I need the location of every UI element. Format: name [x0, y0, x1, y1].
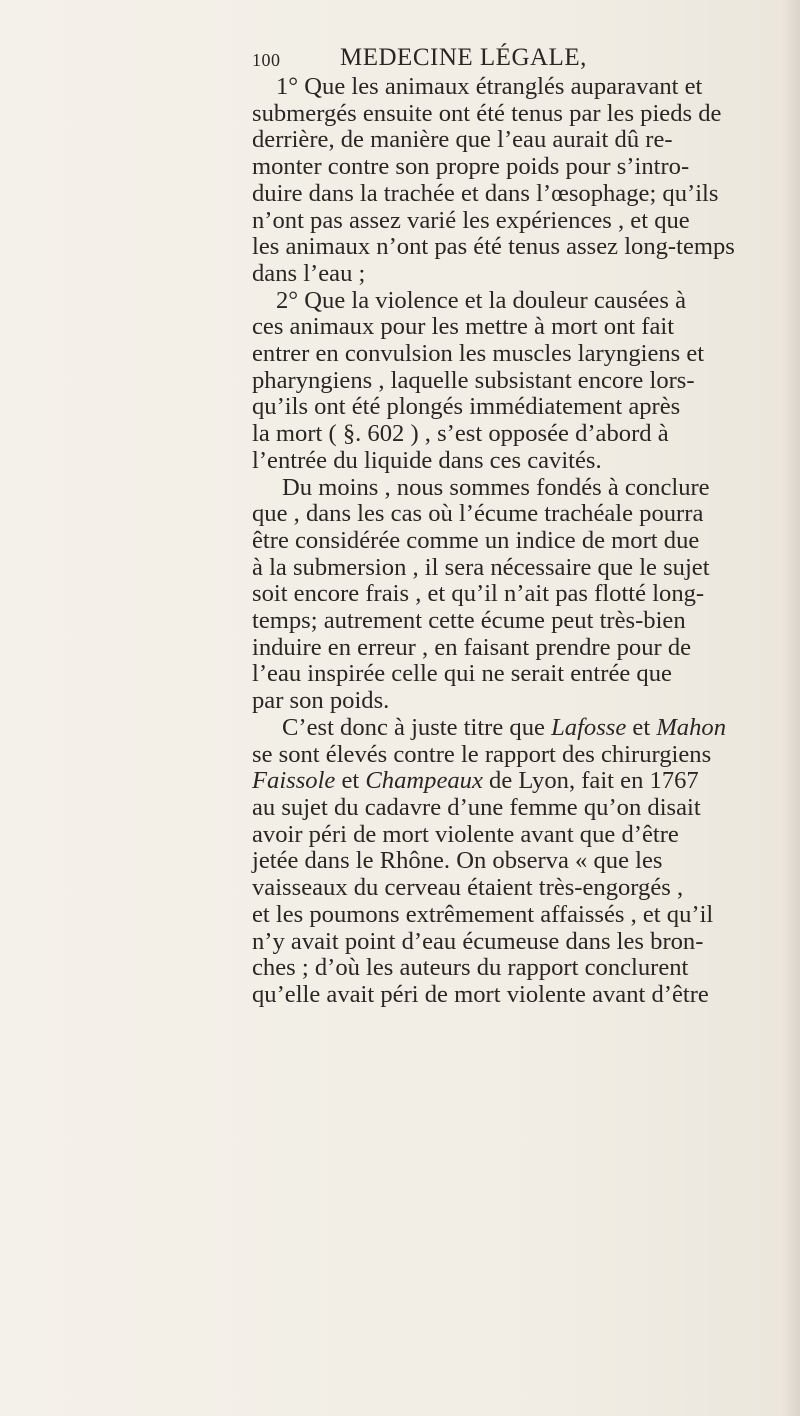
text-line-with-names — [252, 767, 699, 794]
text-line: à la submersion , il sera nécessaire que le sujet — [252, 553, 710, 581]
text-fragment: de Lyon, fait en 1767 — [482, 767, 699, 795]
italic-name: Mahon — [656, 713, 726, 741]
text-line: être considérée comme un indice de mort due — [252, 526, 700, 554]
italic-name: Lafosse — [551, 713, 627, 741]
body-text — [252, 74, 772, 1009]
text-line: monter contre son propre poids pour s’intro- — [252, 153, 690, 181]
text-line: duire dans la trachée et dans l’œsophage; qu’ils — [252, 179, 719, 207]
text-fragment: et — [335, 767, 366, 795]
text-line: ches ; d’où les auteurs du rapport conclurent — [252, 954, 689, 982]
text-line: jetée dans le Rhône. On observa « que les — [252, 847, 663, 875]
text-line: dans l’eau ; — [252, 259, 366, 287]
running-head: MEDECINE LÉGALE, — [340, 44, 587, 71]
text-line: 2° Que la violence et la douleur causées à — [276, 286, 686, 314]
text-line: qu’ils ont été plongés immédiatement après — [252, 393, 681, 421]
text-line: que , dans les cas où l’écume trachéale pourra — [252, 500, 704, 528]
text-line: submergés ensuite ont été tenus par les pieds de — [252, 99, 722, 127]
text-line-with-names — [252, 714, 726, 741]
italic-name: Champeaux — [365, 767, 483, 795]
text-line: soit encore frais , et qu’il n’ait pas flotté long- — [252, 580, 705, 608]
italic-name: Faissole — [252, 767, 336, 795]
text-line: Du moins , nous sommes fondés à conclure — [282, 473, 710, 501]
text-line: temps; autrement cette écume peut très-bien — [252, 607, 686, 635]
text-line: se sont élevés contre le rapport des chirurgiens — [252, 740, 712, 768]
text-line: 1° Que les animaux étranglés auparavant et — [276, 73, 703, 100]
text-line: induire en erreur , en faisant prendre pour de — [252, 633, 692, 661]
text-line: l’eau inspirée celle qui ne serait entrée que — [252, 660, 672, 688]
text-line: l’entrée du liquide dans ces cavités. — [252, 446, 602, 474]
text-line: et les poumons extrêmement affaissés , et qu’il — [252, 900, 714, 928]
text-line: qu’elle avait péri de mort violente avant d’être — [252, 980, 709, 1008]
text-line: n’ont pas assez varié les expériences , et que — [252, 206, 690, 234]
text-line: la mort ( §. 602 ) , s’est opposée d’abord à — [252, 420, 669, 448]
text-line: les animaux n’ont pas été tenus assez long-temps — [252, 233, 735, 261]
text-fragment: C’est donc à juste titre que — [282, 713, 552, 741]
text-line: avoir péri de mort violente avant que d’être — [252, 820, 679, 848]
text-line: au sujet du cadavre d’une femme qu’on disait — [252, 793, 701, 821]
page-edge-shadow — [782, 0, 800, 1416]
text-line: par son poids. — [252, 687, 390, 715]
text-line: entrer en convulsion les muscles laryngiens et — [252, 340, 705, 368]
text-line: n’y avait point d’eau écumeuse dans les bron- — [252, 927, 704, 955]
text-fragment: et — [626, 713, 657, 741]
text-line: vaisseaux du cerveau étaient très-engorgés , — [252, 874, 684, 902]
text-line: derrière, de manière que l’eau aurait dû re- — [252, 126, 673, 154]
text-line: ces animaux pour les mettre à mort ont fait — [252, 313, 675, 341]
text-line: pharyngiens , laquelle subsistant encore lors- — [252, 366, 695, 394]
page-number: 100 — [252, 50, 281, 70]
